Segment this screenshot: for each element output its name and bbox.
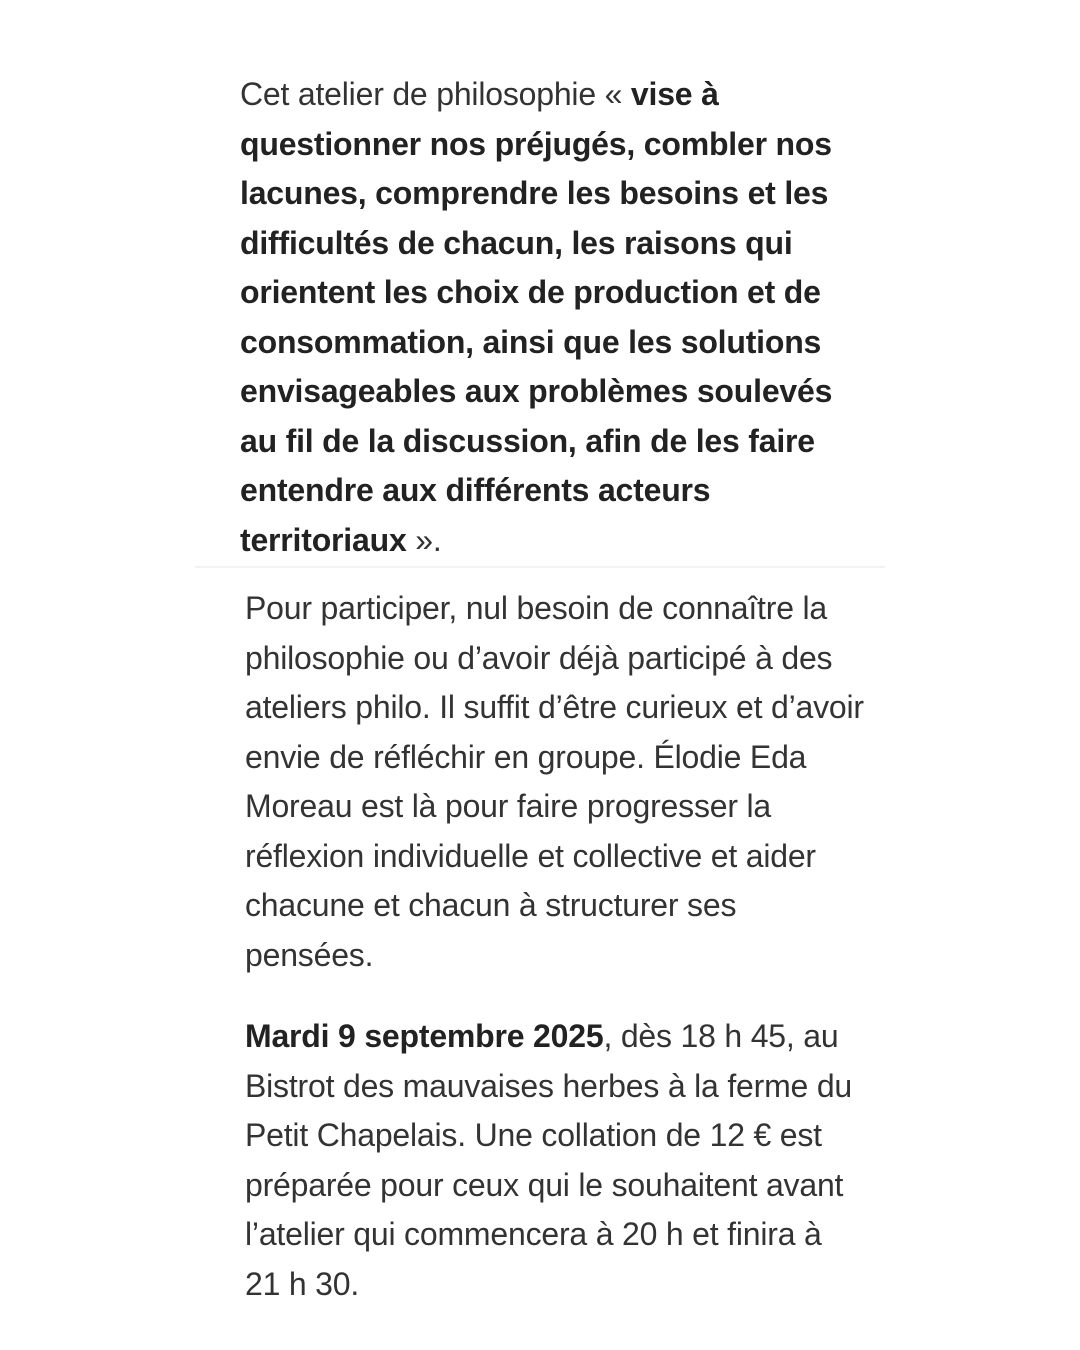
intro-paragraph [240,70,860,565]
event-details-text: , dès 18 h 45, au Bistrot des mauvaises herbes à la ferme du Petit Chapelais. Une collation de 12 € est préparée pour ceux qui le souhaitent avant l’atelier qui commencera à 20 h et finira à 21 h 30. [245,1018,853,1302]
event-date: Mardi 9 septembre 2025 [245,1018,604,1054]
event-details-paragraph [245,1012,865,1309]
intro-lead-text: Cet atelier de philosophie « [240,76,631,112]
participation-paragraph [245,584,865,980]
quoted-aim-text: vise à questionner nos préjugés, combler nos lacunes, comprendre les besoins et les difficultés de chacun, les raisons qui orientent les choix de production et de consommation, ainsi que les solutions envisageables aux problèmes soulevés au fil de la discussion, afin de les faire entendre aux différents acteurs territoriaux [240,76,833,558]
intro-closing-text: ». [406,521,442,558]
section-divider [195,566,885,568]
participation-text: Pour participer, nul besoin de connaître la philosophie ou d’avoir déjà participé à des ateliers philo. Il suffit d’être curieux et d’avoir envie de réfléchir en groupe. Élodie Eda Moreau est là pour faire progresser la réflexion individuelle et collective et aider chacune et chacun à structurer ses pensées. [245,590,864,973]
